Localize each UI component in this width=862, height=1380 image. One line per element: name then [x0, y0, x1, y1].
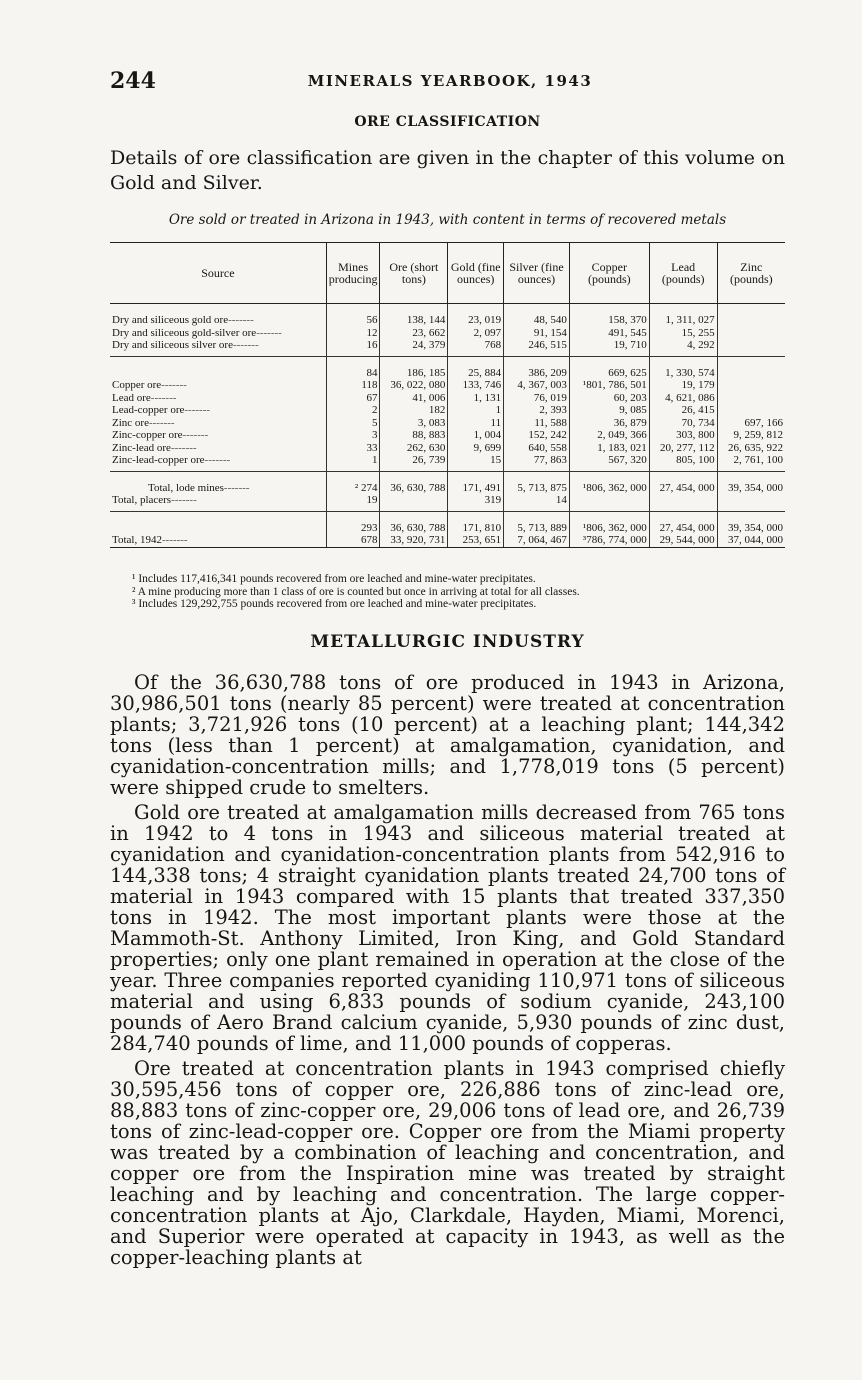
table-cell: 26, 635, 922 [717, 442, 785, 455]
table-cell: 36, 630, 788 [380, 471, 448, 494]
table-cell: 1, 183, 021 [569, 442, 649, 455]
table-row [110, 404, 785, 417]
table-header-row [110, 243, 785, 304]
row-label-text: Zinc ore [112, 416, 149, 429]
table-cell: 491, 545 [569, 327, 649, 340]
table-row [110, 304, 785, 327]
metallurgic-body [110, 672, 785, 1272]
table-cell: 36, 879 [569, 417, 649, 430]
table-row [110, 511, 785, 534]
column-header: Silver (fine ounces) [504, 243, 570, 304]
paragraph: Gold ore treated at amalgamation mills decreased from 765 tons in 1942 to 4 tons in 1943 and siliceous material treated at cyanidation and cyanidation-concentration plants from 542,916 to 144,338 tons; 4 straight cyanidation plants treated 24,700 tons of material in 1943 compared with 15 plants that treated 337,350 tons in 1942. The most important plants were those at the Mammoth-St. Anthony Limited, Iron King, and Gold Standard properties; only one plant remained in operation at the close of the year. Three companies reported cyaniding 110,971 tons of siliceous material and using 6,833 pounds of sodium cyanide, 243,100 pounds of Aero Brand calcium cyanide, 5,930 pounds of zinc dust, 284,740 pounds of lime, and 11,000 pounds of copperas. [110, 801, 785, 1055]
table-cell [717, 356, 785, 379]
table-cell: 1 [326, 454, 380, 471]
table-cell: 11 [448, 417, 504, 430]
ore-classification-heading: ORE CLASSIFICATION [354, 114, 541, 130]
table-row [110, 534, 785, 547]
table-cell [569, 494, 649, 511]
table-cell: 9, 085 [569, 404, 649, 417]
row-label: Zinc-copper ore------- [112, 429, 209, 441]
table-row [110, 356, 785, 379]
table-row [110, 379, 785, 392]
table-cell: 3 [326, 429, 380, 442]
table-cell: 2, 049, 366 [569, 429, 649, 442]
table-cell: 77, 863 [504, 454, 570, 471]
row-label: Zinc ore------- [112, 416, 175, 429]
row-label: Zinc-lead-copper ore------- [110, 454, 326, 471]
table-row [110, 417, 785, 430]
page-number: 244 [110, 68, 156, 94]
table-cell: 118 [326, 379, 380, 392]
table-cell: ³786, 774, 000 [569, 534, 649, 547]
table-cell [380, 494, 448, 511]
table-cell: ¹801, 786, 501 [569, 379, 649, 392]
column-header: Zinc (pounds) [717, 243, 785, 304]
row-label [110, 356, 326, 379]
table-cell: 5, 713, 889 [504, 511, 570, 534]
row-label: Total, 1942------- [110, 534, 326, 547]
table-cell: 697, 166 [717, 417, 785, 430]
table-cell: 39, 354, 000 [717, 471, 785, 494]
table-cell: 138, 144 [380, 304, 448, 327]
row-label-text: Dry and siliceous gold-silver ore [112, 326, 257, 339]
table-cell: ² 274 [326, 471, 380, 494]
table-cell [717, 392, 785, 405]
page-header [110, 68, 790, 98]
paragraph: Of the 36,630,788 tons of ore produced in 1943 in Arizona, 30,986,501 tons (nearly 85 percent) were treated at concentration plants; 3,721,926 tons (10 percent) at a leaching plant; 144,342 tons (less than 1 percent) at amalgamation, cyanidation, and cyanidation-concentration mills; and 1,778,019 tons (5 percent) were shipped crude to smelters. [110, 671, 785, 799]
footnote: ² A mine producing more than 1 class of ore is counted but once in arriving at total for all classes. [132, 585, 580, 598]
table-cell: 2, 761, 100 [717, 454, 785, 471]
column-header: Lead (pounds) [649, 243, 717, 304]
ore-table [110, 242, 785, 548]
table-cell: 25, 884 [448, 356, 504, 379]
row-label-text: Zinc-copper ore [112, 429, 183, 441]
row-label-text: Dry and siliceous silver ore [112, 339, 233, 351]
table-cell: 1, 004 [448, 429, 504, 442]
table-cell: 158, 370 [569, 304, 649, 327]
row-label: Dry and siliceous gold-silver ore------- [112, 326, 282, 339]
table-cell: 19, 710 [569, 339, 649, 356]
table-cell: 640, 558 [504, 442, 570, 455]
table-cell: 24, 379 [380, 339, 448, 356]
table-cell: 39, 354, 000 [717, 511, 785, 534]
table-cell: 1, 131 [448, 392, 504, 405]
footnote: ³ Includes 129,292,755 pounds recovered from ore leached and mine-water precipitates. [132, 598, 537, 610]
table-cell: 253, 651 [448, 534, 504, 547]
table-cell [717, 494, 785, 511]
table-cell: 84 [326, 356, 380, 379]
table-cell: 27, 454, 000 [649, 471, 717, 494]
table-cell: 669, 625 [569, 356, 649, 379]
row-label: Lead ore------- [112, 391, 177, 404]
table-cell [717, 339, 785, 356]
table-cell: 20, 277, 112 [649, 442, 717, 455]
table-footnotes [132, 573, 772, 611]
table-cell: 4, 292 [649, 339, 717, 356]
table-cell: 805, 100 [649, 454, 717, 471]
row-label-text: Copper ore [112, 379, 162, 391]
table-cell: 2 [326, 404, 380, 417]
column-header: Mines producing [326, 243, 380, 304]
table-cell: ¹806, 362, 000 [569, 511, 649, 534]
table-cell: 76, 019 [504, 392, 570, 405]
table-cell: 246, 515 [504, 339, 570, 356]
table-cell: 2, 097 [448, 327, 504, 340]
table-cell: 171, 810 [448, 511, 504, 534]
table-cell: 1 [448, 404, 504, 417]
table-row [110, 471, 785, 494]
table-cell: ¹806, 362, 000 [569, 471, 649, 494]
table-cell [717, 379, 785, 392]
table-cell: 36, 630, 788 [380, 511, 448, 534]
row-label-text: Total, lode mines [148, 481, 224, 494]
column-header: Ore (short tons) [380, 243, 448, 304]
metallurgic-heading: METALLURGIC INDUSTRY [310, 632, 585, 652]
row-label-text: Zinc-lead ore [112, 441, 171, 454]
table-cell: 133, 746 [448, 379, 504, 392]
table-cell: 303, 800 [649, 429, 717, 442]
table-cell [649, 494, 717, 511]
table-cell: 70, 734 [649, 417, 717, 430]
table-cell: 33, 920, 731 [380, 534, 448, 547]
table-row [110, 454, 785, 471]
table-cell: 2, 393 [504, 404, 570, 417]
table-cell: 293 [326, 511, 380, 534]
table-cell: 27, 454, 000 [649, 511, 717, 534]
row-label [110, 511, 326, 534]
table-cell: 262, 630 [380, 442, 448, 455]
table-cell: 29, 544, 000 [649, 534, 717, 547]
row-label: Zinc-lead ore------- [112, 441, 197, 454]
table-cell: 91, 154 [504, 327, 570, 340]
table-cell: 23, 662 [380, 327, 448, 340]
running-title: MINERALS YEARBOOK, 1943 [307, 72, 593, 90]
table-cell: 567, 320 [569, 454, 649, 471]
table-cell: 171, 491 [448, 471, 504, 494]
table-cell: 5, 713, 875 [504, 471, 570, 494]
table-cell: 23, 019 [448, 304, 504, 327]
row-label-text: Total, placers [112, 494, 172, 506]
table-cell: 7, 064, 467 [504, 534, 570, 547]
table-cell: 12 [326, 327, 380, 340]
table-cell: 1, 311, 027 [649, 304, 717, 327]
table-cell: 386, 209 [504, 356, 570, 379]
table-cell: 88, 883 [380, 429, 448, 442]
table-cell: 67 [326, 392, 380, 405]
row-label: Copper ore------- [112, 379, 187, 391]
table-cell: 186, 185 [380, 356, 448, 379]
row-label: Dry and siliceous gold ore------- [112, 314, 254, 326]
table-body [110, 304, 785, 548]
table-cell: 37, 044, 000 [717, 534, 785, 547]
table-cell: 15 [448, 454, 504, 471]
table-row [110, 429, 785, 442]
table-cell: 19, 179 [649, 379, 717, 392]
table-cell: 33 [326, 442, 380, 455]
table-cell: 11, 588 [504, 417, 570, 430]
row-label-text: Total, 1942 [112, 534, 162, 546]
ore-classification-intro: Details of ore classification are given in the chapter of this volume on Gold and Silver. [110, 147, 785, 194]
row-label-text: Lead ore [112, 391, 151, 404]
table-cell: 182 [380, 404, 448, 417]
table-cell: 3, 083 [380, 417, 448, 430]
table-caption: Ore sold or treated in Arizona in 1943, with content in terms of recovered metals [168, 212, 727, 228]
table-row [110, 442, 785, 455]
table-cell [717, 404, 785, 417]
paragraph: Ore treated at concentration plants in 1943 comprised chiefly 30,595,456 tons of copper ore, 226,886 tons of zinc-lead ore, 88,883 tons of zinc-copper ore, 29,006 tons of lead ore, and 26,739 tons of zinc-lead-copper ore. Copper ore from the Miami property was treated by a combination of leaching and concentration, and copper ore from the Inspiration mine was treated by straight leaching and by leaching and concentration. The large copper-concentration plants at Ajo, Clarkdale, Hayden, Miami, Morenci, and Superior were operated at capacity in 1943, as well as the copper-leaching plants at [110, 1057, 785, 1269]
table-cell: 9, 699 [448, 442, 504, 455]
table-cell [717, 327, 785, 340]
row-label: Total, placers------- [110, 494, 326, 511]
table-cell: 768 [448, 339, 504, 356]
table-cell: 1, 330, 574 [649, 356, 717, 379]
table-cell: 9, 259, 812 [717, 429, 785, 442]
row-label-text: Dry and siliceous gold ore [112, 314, 229, 326]
footnote: ¹ Includes 117,416,341 pounds recovered from ore leached and mine-water precipitates. [132, 573, 536, 585]
table-cell: 41, 006 [380, 392, 448, 405]
column-header: Source [110, 243, 326, 304]
table-cell: 319 [448, 494, 504, 511]
table-cell: 26, 739 [380, 454, 448, 471]
table-cell: 56 [326, 304, 380, 327]
row-label-text: Lead-copper ore [112, 404, 185, 416]
table-cell: 26, 415 [649, 404, 717, 417]
table-cell: 152, 242 [504, 429, 570, 442]
table-cell: 678 [326, 534, 380, 547]
table-cell: 19 [326, 494, 380, 511]
table-cell: 4, 621, 086 [649, 392, 717, 405]
table-row [110, 339, 785, 356]
row-label: Total, lode mines------- [148, 481, 250, 494]
row-label: Lead-copper ore------- [112, 404, 211, 416]
table-cell: 4, 367, 003 [504, 379, 570, 392]
table-cell: 48, 540 [504, 304, 570, 327]
row-label: Dry and siliceous silver ore------- [110, 339, 326, 356]
table-cell: 5 [326, 417, 380, 430]
table-row [110, 327, 785, 340]
table-cell: 14 [504, 494, 570, 511]
column-header: Gold (fine ounces) [448, 243, 504, 304]
table-cell: 36, 022, 080 [380, 379, 448, 392]
table-cell: 60, 203 [569, 392, 649, 405]
row-label-text: Zinc-lead-copper ore [112, 454, 205, 466]
table-row [110, 494, 785, 511]
table-cell: 16 [326, 339, 380, 356]
table-cell [717, 304, 785, 327]
table-row [110, 392, 785, 405]
table-cell: 15, 255 [649, 327, 717, 340]
column-header: Copper (pounds) [569, 243, 649, 304]
